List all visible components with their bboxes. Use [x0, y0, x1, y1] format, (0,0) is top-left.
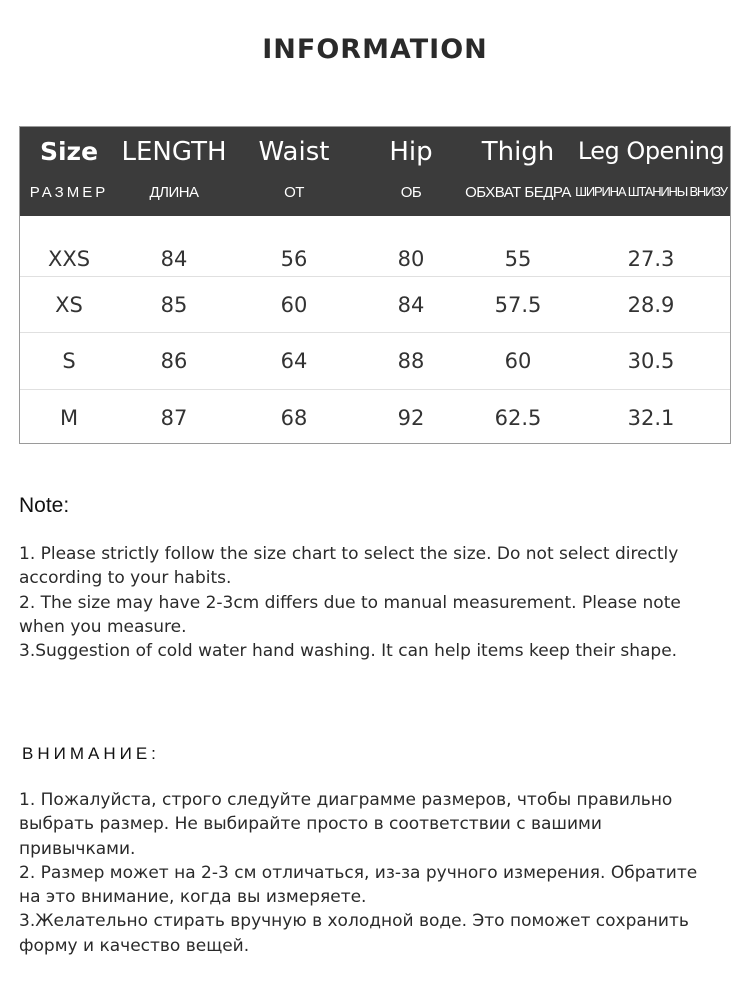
- cell-length: 84: [160, 247, 188, 271]
- table-header: [20, 127, 730, 216]
- table-row: [20, 332, 730, 389]
- cell-waist: 68: [280, 406, 308, 430]
- header-thigh-label-ru: ОБХВАТ БЕДРА: [465, 184, 571, 201]
- note-heading: Note:: [19, 494, 70, 517]
- note-line-ru: 3.Желательно стирать вручную в холодной воде. Это поможет сохранить форму и качество вещей.: [19, 911, 689, 956]
- note-line: 1. Please strictly follow the size chart to select the size. Do not select directly according to your habits.: [19, 544, 679, 589]
- header-length-label-ru: ДЛИНА: [149, 184, 199, 201]
- header-length-label: LENGTH: [121, 137, 227, 167]
- note-heading-ru: ВНИМАНИЕ:: [22, 744, 160, 763]
- header-waist: [230, 127, 358, 216]
- cell-thigh: 55: [504, 247, 532, 271]
- header-size-label-ru: РАЗМЕР: [29, 184, 109, 201]
- cell-thigh: 62.5: [494, 406, 542, 430]
- header-waist-label-ru: ОТ: [284, 184, 304, 201]
- cell-thigh: 57.5: [494, 293, 542, 317]
- header-leg-opening-label-ru: ШИРИНА ШТАНИНЫ ВНИЗУ: [575, 184, 727, 199]
- note-line: 2. The size may have 2-3cm differs due to manual measurement. Please note when you measure.: [19, 592, 681, 637]
- header-hip-label-ru: ОБ: [400, 184, 422, 201]
- cell-size: M: [59, 406, 79, 430]
- cell-length: 87: [160, 406, 188, 430]
- cell-waist: 56: [280, 247, 308, 271]
- cell-waist: 64: [280, 349, 308, 373]
- header-size-label: Size: [39, 137, 99, 166]
- cell-size: S: [62, 349, 76, 373]
- cell-hip: 84: [397, 293, 425, 317]
- header-thigh: [464, 127, 572, 216]
- note-section-ru: [19, 744, 719, 958]
- header-leg-opening-label: Leg Opening: [577, 137, 725, 165]
- cell-length: 85: [160, 293, 188, 317]
- cell-leg-opening: 28.9: [627, 293, 675, 317]
- cell-size: XXS: [47, 247, 91, 271]
- header-hip: [358, 127, 464, 216]
- header-hip-label: Hip: [389, 137, 433, 167]
- header-leg-opening: [572, 127, 730, 216]
- note-section-en: [19, 494, 719, 663]
- cell-leg-opening: 27.3: [627, 247, 675, 271]
- cell-hip: 80: [397, 247, 425, 271]
- cell-thigh: 60: [504, 349, 532, 373]
- table-row: [20, 389, 730, 446]
- header-waist-label: Waist: [258, 137, 330, 167]
- header-length: [118, 127, 230, 216]
- note-line: 3.Suggestion of cold water hand washing. It can help items keep their shape.: [19, 641, 678, 662]
- table-row: [20, 276, 730, 332]
- cell-waist: 60: [280, 293, 308, 317]
- cell-leg-opening: 30.5: [627, 349, 675, 373]
- header-size: [20, 127, 118, 216]
- page-title: INFORMATION: [262, 34, 488, 65]
- cell-leg-opening: 32.1: [627, 406, 675, 430]
- cell-hip: 88: [397, 349, 425, 373]
- cell-size: XS: [55, 293, 83, 317]
- cell-hip: 92: [397, 406, 425, 430]
- size-chart-table: [19, 126, 731, 444]
- note-line-ru: 2. Размер может на 2-3 см отличаться, из-за ручного измерения. Обратите на это внимание, когда вы измеряете.: [19, 862, 698, 908]
- note-line-ru: 1. Пожалуйста, строго следуйте диаграмме размеров, чтобы правильно выбрать размер. Не выбирайте просто в соответствии с вашими привычками.: [19, 790, 673, 859]
- cell-length: 86: [160, 349, 188, 373]
- header-thigh-label: Thigh: [481, 137, 555, 167]
